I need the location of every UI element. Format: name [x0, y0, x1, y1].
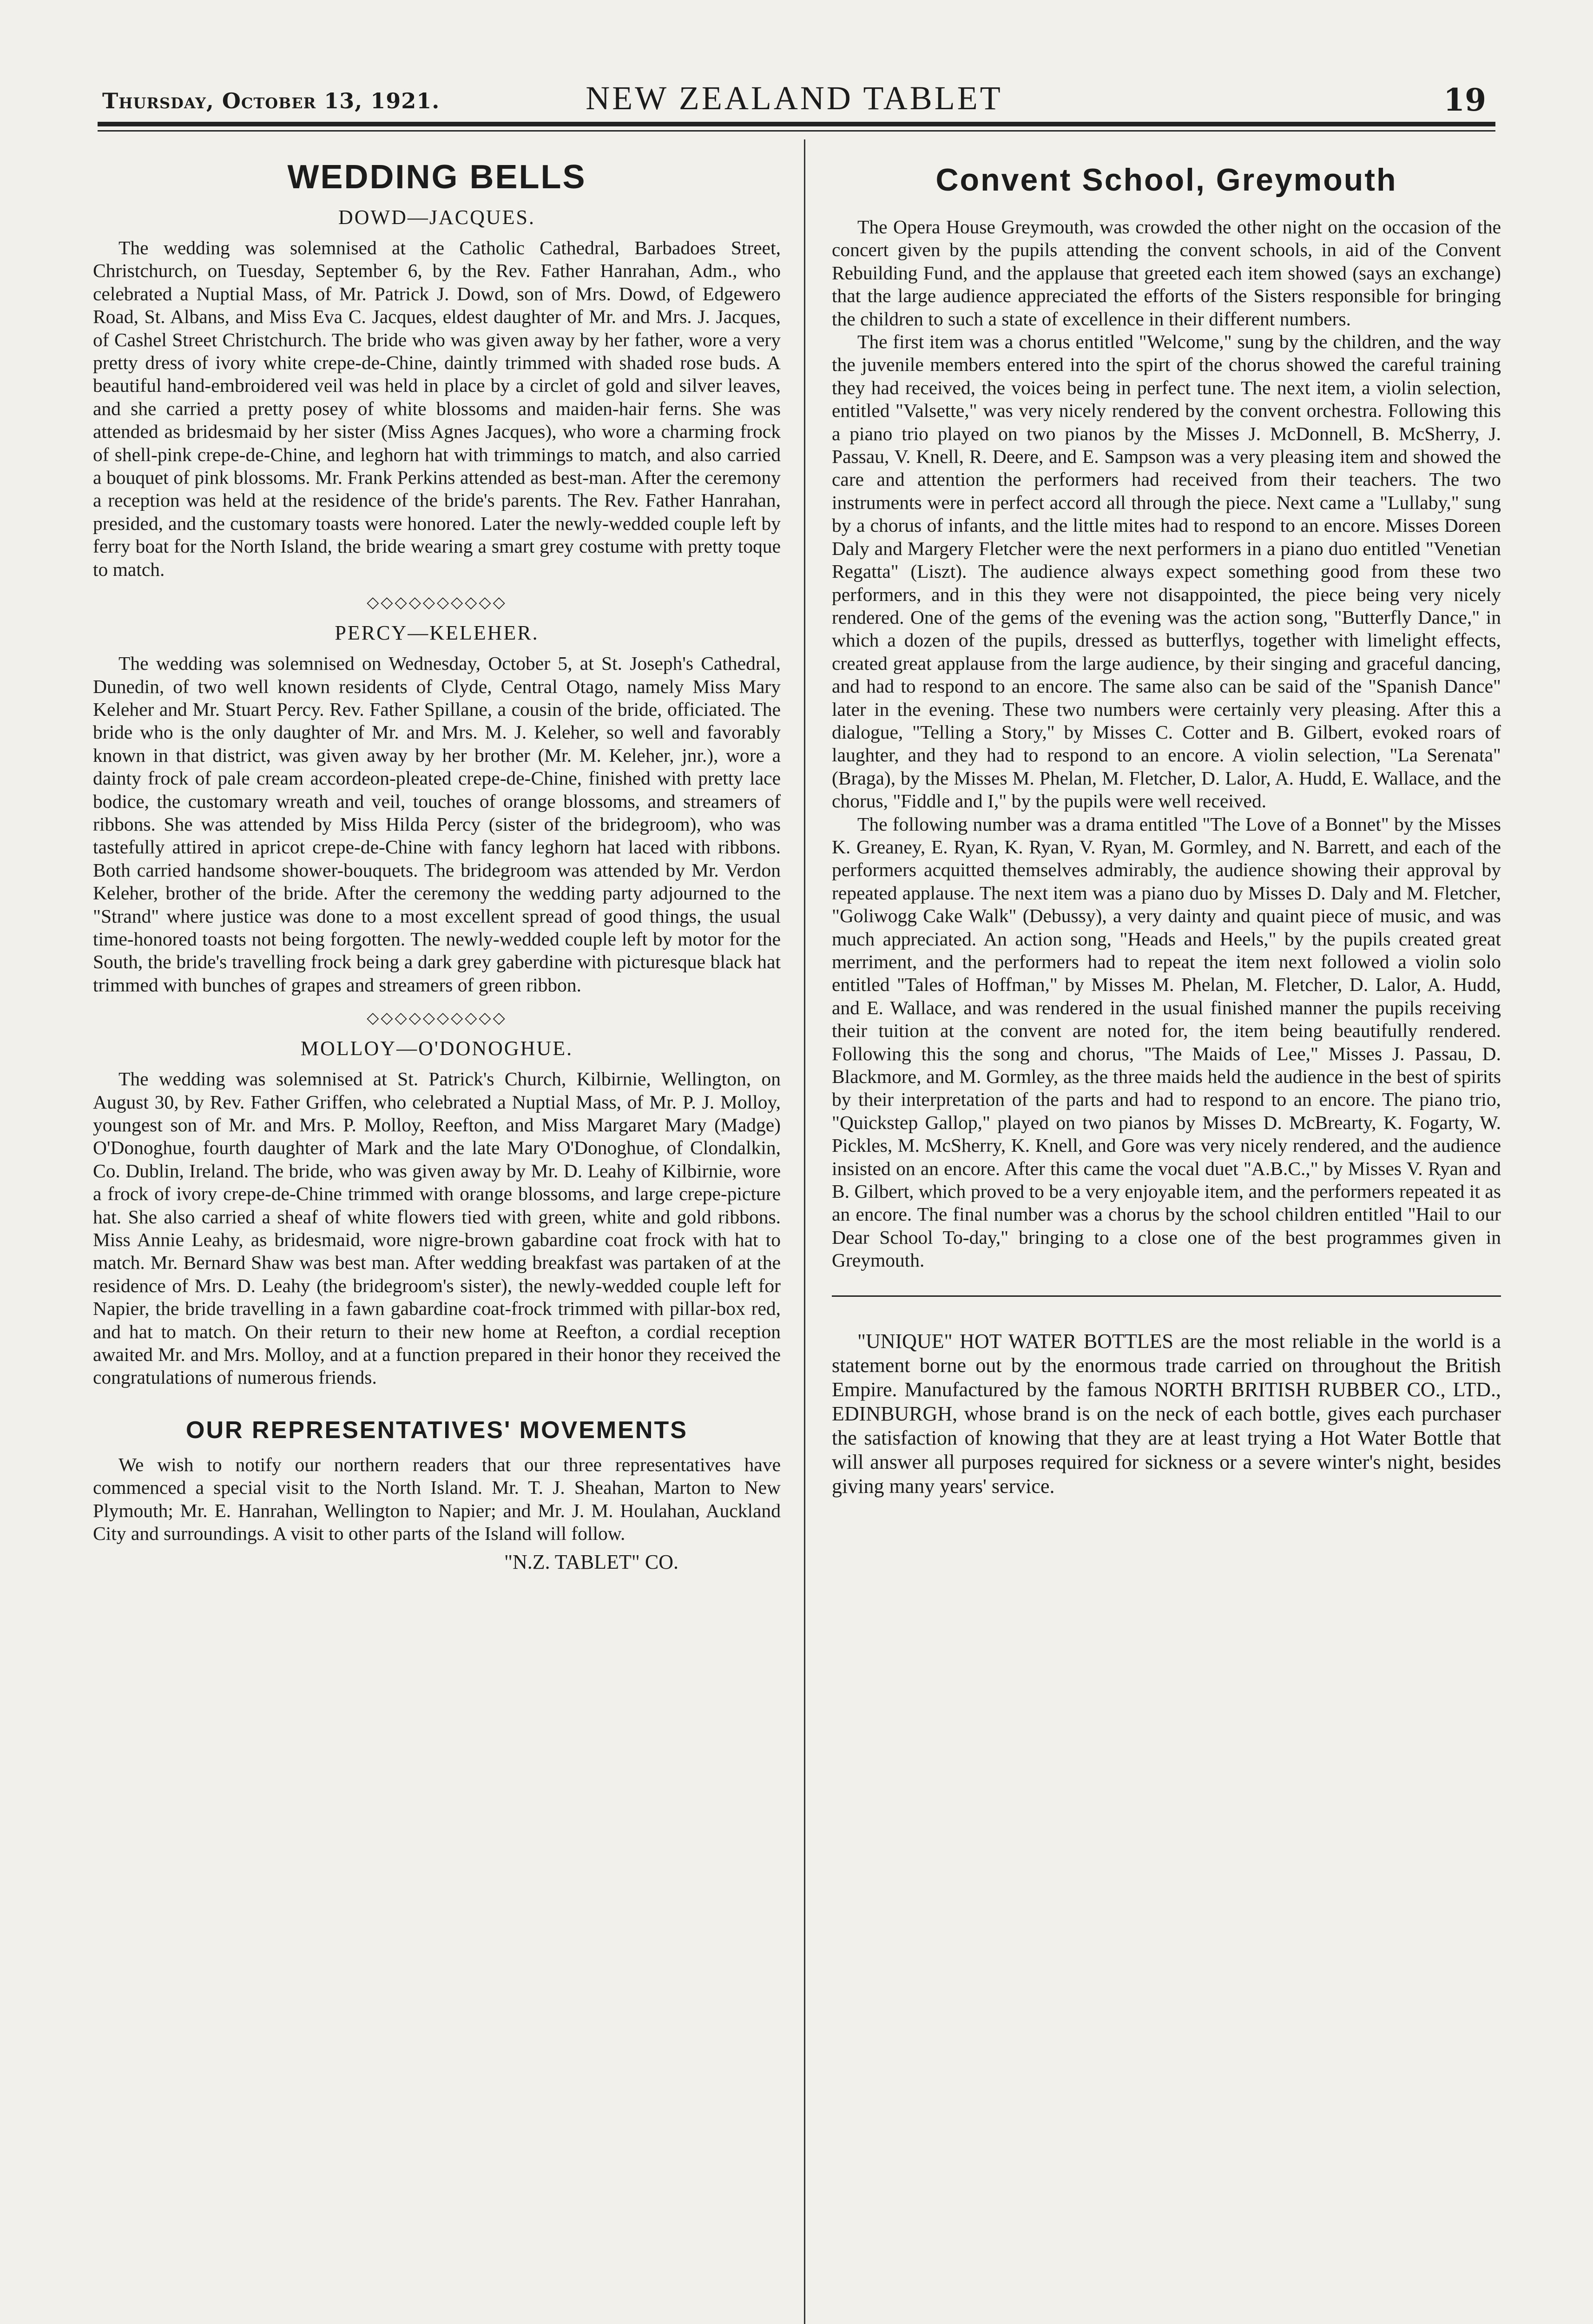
wedding-bells-title: WEDDING BELLS [287, 158, 586, 196]
column-divider [804, 139, 805, 2324]
advert-text: "UNIQUE" HOT WATER BOTTLES are the most reliable in the world is a statement borne out by the enormous trade carried on throughout the British Empire. Manufactured by the famous NORTH BRITISH RUBBER CO., LTD., EDINBURGH, whose brand is on the neck of each bottle, gives each purchaser the satisfaction of knowing that they are at least trying a Hot Water Bottle that will answer all purposes required for sickness or a severe winter's night, besides giving many years' service. [832, 1329, 1501, 1498]
right-column [832, 149, 1501, 1499]
dowd-heading: DOWD—JACQUES. [338, 206, 535, 229]
molloy-heading: MOLLOY—O'DONOGHUE. [300, 1037, 573, 1060]
dowd-article: The wedding was solemnised at the Catholic Cathedral, Barbadoes Street, Christchurch, on Tuesday, September 6, by the Rev. Father Hanrahan, Adm., who celebrated a Nuptial Mass, of Mr. Patrick J. Dowd, son of Mrs. Dowd, of Edgewero Road, St. Albans, and Miss Eva C. Jacques, eldest daughter of Mr. and Mrs. J. Jacques, of Cashel Street Christchurch. The bride who was given away by her father, wore a very pretty dress of ivory white crepe-de-Chine, daintly trimmed with shaded rose buds. A beautiful hand-embroidered veil was held in place by a circlet of gold and silver leaves, and she carried a pretty posey of white blossoms and maiden-hair ferns. She was attended as bridesmaid by her sister (Miss Agnes Jacques), who wore a charming frock of shell-pink crepe-de-Chine, and leghorn hat with trimmings to match, and also carried a bouquet of pink blossoms. Mr. Frank Perkins attended as best-man. After the ceremony a reception was held at the residence of the bride's parents. The Rev. Father Hanrahan, presided, and the customary toasts were honored. Later the newly-wedded couple left by ferry boat for the North Island, the bride wearing a smart grey costume with pretty toque to match. [93, 237, 781, 580]
ornament-divider: ◇◇◇◇◇◇◇◇◇◇ [367, 1009, 507, 1028]
molloy-article: The wedding was solemnised at St. Patrick's Church, Kilbirnie, Wellington, on August 30, by Rev. Father Griffen, who celebrated a Nuptial Mass, of Mr. P. J. Molloy, youngest son of Mr. and Mrs. P. Molloy, Reefton, and Miss Margaret Mary (Madge) O'Donoghue, fourth daughter of Mark and the late Mary O'Donoghue, of Clondalkin, Co. Dublin, Ireland. The bride, who was given away by Mr. D. Leahy of Kilbirnie, wore a frock of ivory crepe-de-Chine trimmed with orange blossoms, and large crepe-picture hat. She also carried a sheaf of white flowers tied with green, white and gold ribbons. Miss Annie Leahy, as bridesmaid, wore nigre-brown gabardine coat frock with hat to match. Mr. Bernard Shaw was best man. After wedding breakfast was partaken of at the residence of Mrs. D. Leahy (the bridegroom's sister), the newly-wedded couple left for Napier, the bride travelling in a fawn gabardine coat-frock trimmed with pillar-box red, and hat to match. On their return to their new home at Reefton, a cordial reception awaited Mr. and Mrs. Molloy, and at a function prepared in their honor they received the congratulations of numerous friends. [93, 1068, 781, 1388]
header-rule-thin [98, 130, 1495, 132]
hot-water-bottle-advert [832, 1329, 1501, 1499]
representatives-signature: "N.Z. TABLET" CO. [504, 1550, 678, 1573]
ornament-divider: ◇◇◇◇◇◇◇◇◇◇ [367, 593, 507, 612]
convent-paragraph: The first item was a chorus entitled "Welcome," sung by the children, and the way the juvenile members entered into the spirt of the chorus showed the careful training they had received, the voices being in perfect tune. The next item, a violin selection, entitled "Valsette," was very nicely rendered by the convent orchestra. Following this a piano trio played on two pianos by the Misses J. McDonnell, B. McSherry, J. Passau, V. Knell, R. Deere, and E. Sampson was a very pleasing item and showed the care and attention the performers had received from their teachers. The two instruments were in perfect accord all through the piece. Next came a "Lullaby," sung by a chorus of infants, and the little mites had to respond to an encore. Misses Doreen Daly and Margery Fletcher were the next performers in a piano duo entitled "Venetian Regatta" (Liszt). The audience always expect something good from these two performers, and in this they were not disappointed, the piece being very nicely rendered. One of the gems of the evening was the action song, "Butterfly Dance," in which a dozen of the pupils, dressed as butterflys, together with limelight effects, created great applause from the large audience, by their singing and graceful dancing, and had to respond to an encore. The same also can be said of the "Spanish Dance" later in the evening. These two numbers were certainly very pleasing. After this a dialogue, "Telling a Story," by Misses C. Cotter and B. Gilbert, evoked roars of laughter, and they had to respond to an encore. A violin selection, "La Serenata" (Braga), by the Misses M. Phelan, M. Fletcher, D. Lalor, A. Hudd, E. Wallace, and the chorus, "Fiddle and I," by the pupils were well received. [832, 331, 1501, 812]
representatives-title: OUR REPRESENTATIVES' MOVEMENTS [186, 1416, 688, 1444]
convent-title: Convent School, Greymouth [935, 162, 1397, 198]
advert-rule [832, 1295, 1501, 1297]
convent-paragraph: The following number was a drama entitled "The Love of a Bonnet" by the Misses K. Greaney, E. Ryan, K. Ryan, V. Ryan, M. Gormley, and N. Barrett, and each of the performers acquitted themselves admirably, the audience showing their approval by repeated applause. The next item was a piano duo by Misses D. Daly and M. Fletcher, "Goliwogg Cake Walk" (Debussy), a very dainty and quaint piece of music, and was much appreciated. An action song, "Heads and Heels," by the pupils created great merriment, and the performers had to repeat the item next followed a violin solo entitled "Tales of Hoffman," by Misses M. Phelan, M. Fletcher, D. Lalor, A. Hudd, and E. Wallace, and was rendered in the usual finished manner the pupils receiving their tuition at the convent are noted for, the item being beautifully rendered. Following this the song and chorus, "The Maids of Lee," Misses J. Passau, D. Blackmore, and M. Gormley, as the three maids held the audience in the best of spirits by their interpretation of the parts and had to respond to an encore. The piano trio, "Quickstep Gallop," played on two pianos by Misses D. McBrearty, K. Fogarty, W. Pickles, M. McSherry, K. Knell, and Gore was very nicely rendered, and the audience insisted on an encore. After this came the vocal duet "A.B.C.," by Misses V. Ryan and B. Gilbert, which proved to be a very enjoyable item, and the performers repeated it as an encore. The final number was a chorus by the school children entitled "Hail to our Dear School To-day," bringing to a close one of the best programmes given in Greymouth. [832, 813, 1501, 1271]
page-number: 19 [1443, 82, 1486, 118]
left-column [93, 149, 781, 1574]
representatives-text: We wish to notify our northern readers that our three representatives have commenced a special visit to the North Island. Mr. T. J. Sheahan, Marton to New Plymouth; Mr. E. Hanrahan, Wellington to Napier; and Mr. J. M. Houlahan, Auckland City and surroundings. A visit to other parts of the Island will follow. [93, 1453, 781, 1545]
header-rule [98, 122, 1495, 126]
percy-heading: PERCY—KELEHER. [335, 621, 539, 645]
convent-paragraph: The Opera House Greymouth, was crowded the other night on the occasion of the concert given by the pupils attending the convent schools, in aid of the Convent Rebuilding Fund, and the applause that greeted each item showed (says an exchange) that the large audience appreciated the efforts of the Sisters responsible for bringing the children to such a state of excellence in their different numbers. [832, 216, 1501, 330]
masthead: NEW ZEALAND TABLET [586, 79, 1003, 117]
issue-date: Thursday, October 13, 1921. [102, 88, 440, 113]
percy-article: The wedding was solemnised on Wednesday, October 5, at St. Joseph's Cathedral, Dunedin, of two well known residents of Clyde, Central Otago, namely Miss Mary Keleher and Mr. Stuart Percy. Rev. Father Spillane, a cousin of the bride, officiated. The bride who is the only daughter of Mr. and Mrs. M. J. Keleher, so well and favorably known in that district, was given away by her brother (Mr. M. Keleher, jnr.), wore a dainty frock of pale cream accordeon-pleated crepe-de-Chine, finished with pretty lace bodice, the customary wreath and veil, touches of orange blossoms, and streamers of ribbons. She was attended by Miss Hilda Percy (sister of the bridegroom), who was tastefully attired in apricot crepe-de-Chine with fancy leghorn hat laced with ribbons. Both carried handsome shower-bouquets. The bridegroom was attended by Mr. Verdon Keleher, brother of the bride. After the ceremony the wedding party adjourned to the "Strand" where justice was done to a most excellent spread of good things, the usual time-honored toasts not being forgotten. The newly-wedded couple left by motor for the South, the bride's travelling frock being a dark grey gaberdine with picturesque black hat trimmed with bunches of grapes and streamers of green ribbon. [93, 653, 781, 996]
